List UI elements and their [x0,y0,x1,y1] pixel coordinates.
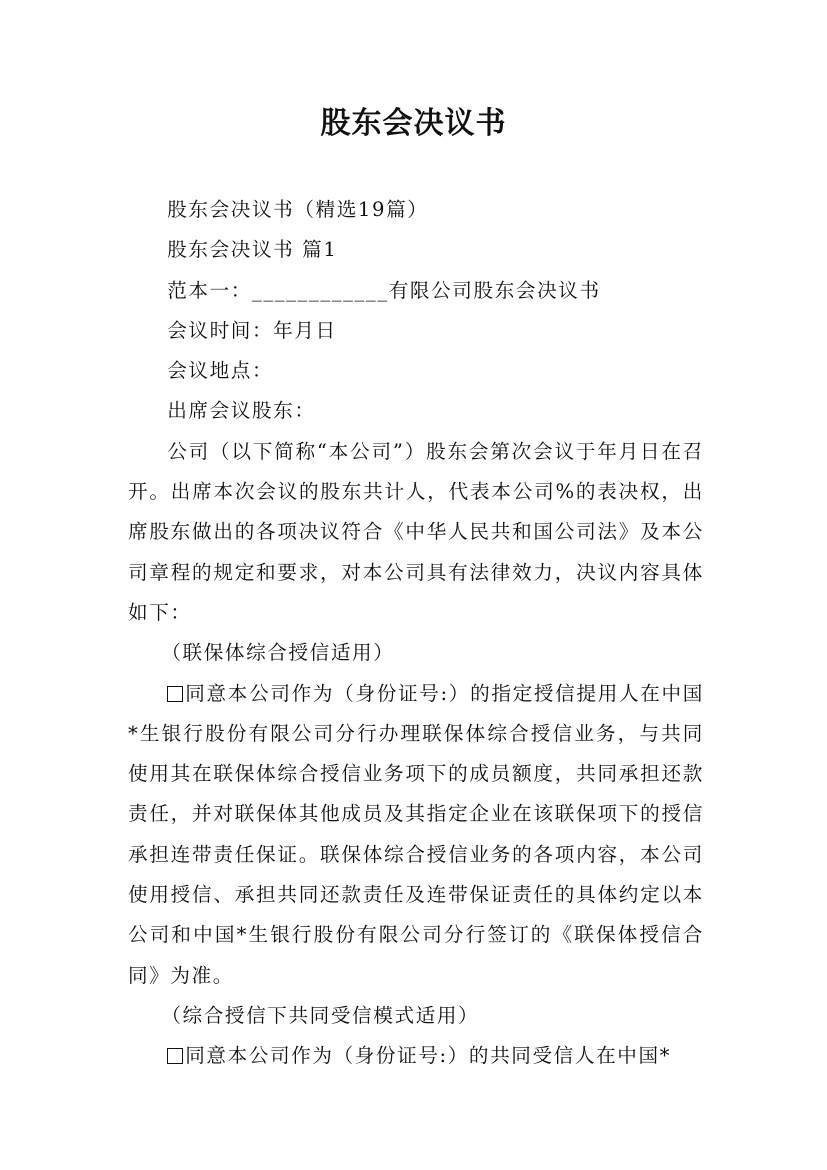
joint-guarantee-note: （联保体综合授信适用） [161,641,395,665]
shared-credit-note: （综合授信下共同受信模式适用） [161,1003,480,1027]
checkbox-icon [167,1048,183,1064]
document-title: 股东会决议书 [320,106,507,141]
checkbox-icon [167,686,183,702]
attending-shareholders-line: 出席会议股东： [167,399,316,423]
clause-paragraph-2 [128,1036,704,1076]
meeting-time-line: 会议时间：年月日 [167,318,337,342]
meeting-intro-paragraph: 公司（以下简称“本公司”）股东会第次会议于年月日在召开。出席本次会议的股东共计人，代表本公司%的表决权，出席股东做出的各项决议符合《中华人民共和国公司法》及本公司章程的规定和要求，对本公司具有法律效力，决议内容具体如下： [128,439,704,624]
clause-paragraph-1 [128,674,704,996]
template-heading: 范本一：____________有限公司股东会决议书 [167,278,601,302]
section-heading: 股东会决议书 篇1 [167,238,338,262]
clause-text-1: 同意本公司作为（身份证号:）的指定授信提用人在中国*生银行股份有限公司分行办理联保体综合授信业务，与共同使用其在联保体综合授信业务项下的成员额度，共同承担还款责任，并对联保体其他成员及其指定企业在该联保项下的授信承担连带责任保证。联保体综合授信业务的各项内容，本公司使用授信、承担共同还款责任及连带保证责任的具体约定以本公司和中国*生银行股份有限公司分行签订的《联保体授信合同》为准。 [128,681,704,987]
meeting-location-line: 会议地点： [167,359,274,383]
document-body [128,190,704,1077]
clause-text-2: 同意本公司作为（身份证号:）的共同受信人在中国* [185,1044,672,1068]
subtitle-paragraph: 股东会决议书（精选19篇） [167,198,429,221]
